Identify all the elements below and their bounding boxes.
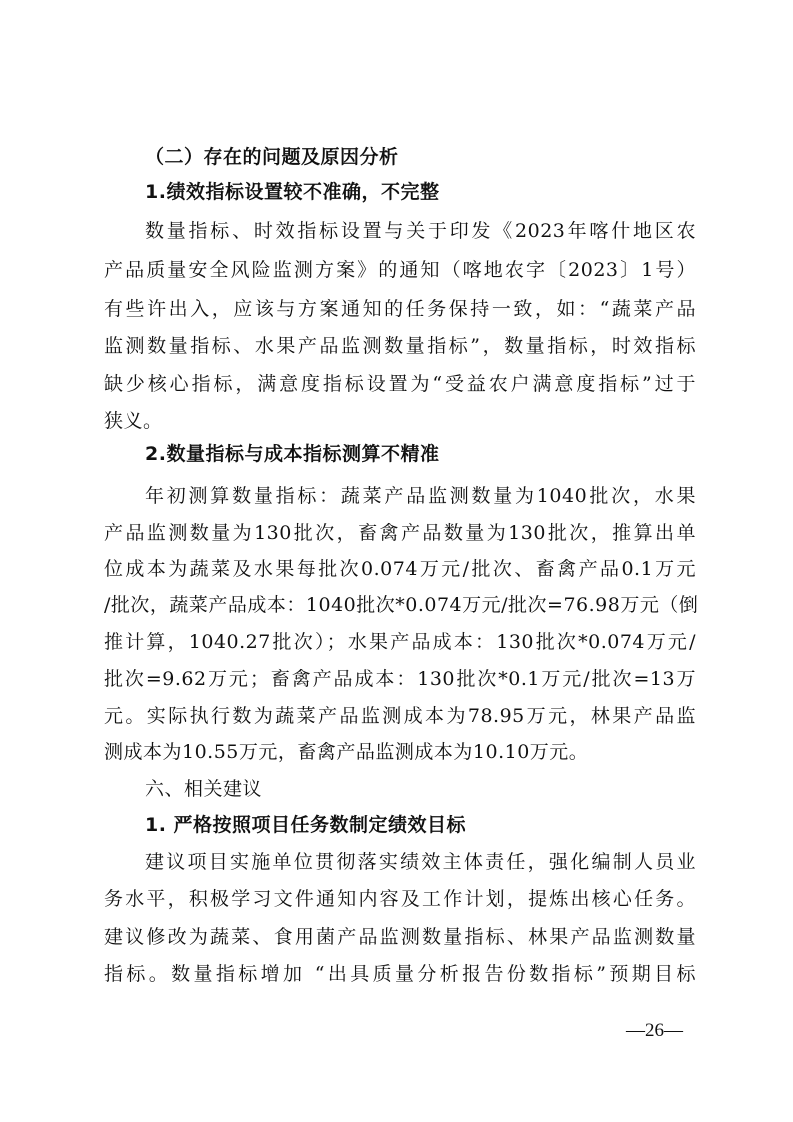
recommendation-1-title: 1. 严格按照项目任务数制定绩效目标	[145, 814, 467, 836]
issue-1-line: 有些许出入，应该与方案通知的任务保持一致，如：“蔬菜产品	[104, 298, 696, 320]
recommendation-1-line: 建议修改为蔬菜、食用菌产品监测数量指标、林果产品监测数量	[104, 926, 696, 948]
recommendation-1-line: 务水平，积极学习文件通知内容及工作计划，提炼出核心任务。	[104, 888, 696, 910]
recommendation-1-line: 指标。数量指标增加 “出具质量分析报告份数指标”预期目标	[104, 963, 696, 985]
issue-1-line: 监测数量指标、水果产品监测数量指标”，数量指标，时效指标	[104, 335, 696, 357]
issue-2-line: 元。实际执行数为蔬菜产品监测成本为78.95万元，林果产品监	[104, 705, 696, 727]
issue-2-line: 测成本为10.55万元，畜禽产品监测成本为10.10万元。	[104, 741, 589, 763]
issue-1-line: 狭义。	[104, 410, 163, 432]
issue-1-line: 缺少核心指标，满意度指标设置为“受益农户满意度指标”过于	[104, 373, 696, 395]
issue-2-line: 推计算，1040.27批次）；水果产品成本：130批次*0.074万元/	[104, 631, 696, 653]
issue-1-line: 数量指标、时效指标设置与关于印发《2023年喀什地区农	[145, 220, 696, 242]
page-number: —26—	[626, 1020, 683, 1041]
section-heading: （二）存在的问题及原因分析	[145, 146, 399, 168]
recommendation-1-line: 建议项目实施单位贯彻落实绩效主体责任，强化编制人员业	[145, 851, 696, 873]
issue-2-line: 产品监测数量为130批次，畜禽产品数量为130批次，推算出单	[104, 522, 696, 544]
issue-2-line: /批次，蔬菜产品成本：1040批次*0.074万元/批次=76.98万元（倒	[104, 594, 699, 616]
issue-1-line: 产品质量安全风险监测方案》的通知（喀地农字〔2023〕1号）	[104, 259, 696, 281]
section-6-heading: 六、相关建议	[145, 778, 263, 800]
issue-1-title: 1.绩效指标设置较不准确，不完整	[145, 181, 440, 203]
issue-2-line: 位成本为蔬菜及水果每批次0.074万元/批次、畜禽产品0.1万元	[104, 558, 696, 580]
issue-2-line: 年初测算数量指标：蔬菜产品监测数量为1040批次，水果	[145, 485, 696, 507]
issue-2-title: 2.数量指标与成本指标测算不精准	[145, 443, 440, 465]
issue-2-line: 批次=9.62万元；畜禽产品成本：130批次*0.1万元/批次=13万	[104, 668, 696, 690]
